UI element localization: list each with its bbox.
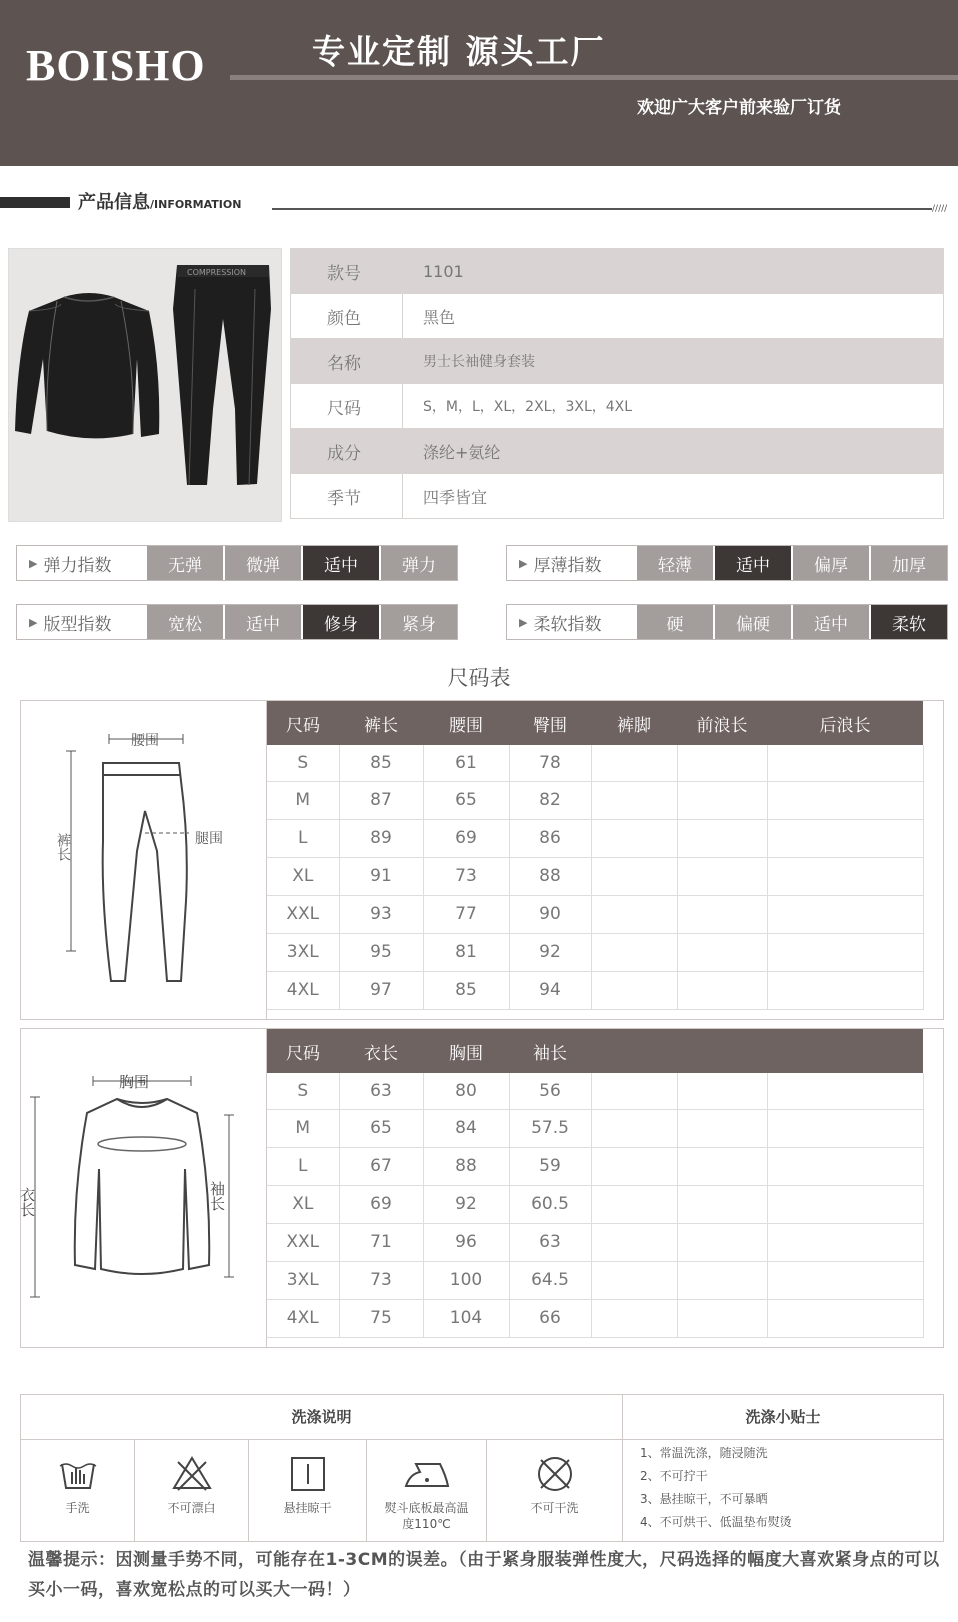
section-title-en: /INFORMATION	[150, 198, 242, 211]
info-row	[291, 339, 944, 384]
size-value-cell: 90	[509, 895, 591, 933]
size-value-cell	[591, 1109, 677, 1147]
fit-index	[16, 604, 458, 640]
iron-icon	[402, 1454, 452, 1494]
index-option: 柔软	[869, 605, 947, 639]
size-value-cell: 61	[423, 745, 509, 781]
pants-size-table	[20, 700, 944, 1020]
size-value-cell	[677, 971, 767, 1009]
header-divider	[230, 75, 958, 80]
size-value-cell: 104	[423, 1299, 509, 1337]
size-label-cell: 3XL	[267, 933, 339, 971]
index-label-text: 厚薄指数	[533, 555, 602, 576]
size-value-cell: 85	[339, 745, 423, 781]
index-option: 宽松	[145, 605, 223, 639]
softness-index	[506, 604, 948, 640]
section-bar	[0, 197, 70, 208]
size-value-cell	[767, 819, 923, 857]
care-item	[367, 1440, 487, 1541]
size-label-cell: S	[267, 745, 339, 781]
size-value-cell	[591, 1299, 677, 1337]
size-row	[267, 1223, 923, 1261]
top-chest-label: 胸围	[119, 1073, 150, 1091]
size-value-cell: 73	[423, 857, 509, 895]
index-option: 硬	[635, 605, 713, 639]
size-value-cell: 81	[423, 933, 509, 971]
top-sleeve-label: 袖长	[208, 1181, 226, 1211]
care-tip: 1、常温洗涤，随浸随洗	[640, 1446, 768, 1460]
top-length-label: 衣长	[18, 1187, 36, 1217]
section-divider-end: /////	[932, 204, 948, 214]
care-item-label: 不可漂白	[167, 1501, 216, 1515]
size-value-cell	[677, 1073, 767, 1109]
size-value-cell: 78	[509, 745, 591, 781]
index-option: 适中	[223, 605, 301, 639]
column-header	[677, 1029, 767, 1073]
size-value-cell: 91	[339, 857, 423, 895]
size-value-cell	[677, 819, 767, 857]
no-dry-clean-icon	[533, 1454, 577, 1494]
section-title	[78, 188, 241, 214]
info-value: 四季皆宜	[403, 474, 944, 519]
size-value-cell: 65	[423, 781, 509, 819]
column-header: 裤长	[339, 701, 423, 745]
size-value-cell	[591, 745, 677, 781]
size-value-cell	[591, 857, 677, 895]
product-image	[8, 248, 282, 522]
size-row	[267, 1185, 923, 1223]
size-value-cell: 69	[423, 819, 509, 857]
size-value-cell	[677, 745, 767, 781]
care-tip: 4、不可烘干、低温垫布熨烫	[640, 1515, 792, 1529]
info-key: 季节	[291, 474, 403, 519]
index-option: 弹力	[379, 546, 457, 580]
size-label-cell: XXL	[267, 895, 339, 933]
size-value-cell	[767, 1223, 923, 1261]
size-row	[267, 1109, 923, 1147]
size-row	[267, 745, 923, 781]
size-label-cell: L	[267, 1147, 339, 1185]
care-title: 洗涤说明	[21, 1395, 623, 1440]
size-label-cell: M	[267, 1109, 339, 1147]
size-value-cell: 95	[339, 933, 423, 971]
size-label-cell: 4XL	[267, 971, 339, 1009]
product-info-table	[290, 248, 944, 519]
info-key: 尺码	[291, 384, 403, 429]
triangle-icon: ▶	[519, 615, 528, 629]
size-value-cell: 56	[509, 1073, 591, 1109]
info-key: 名称	[291, 339, 403, 384]
index-option: 适中	[301, 546, 379, 580]
column-header: 尺码	[267, 1029, 339, 1073]
header-slogan: 专业定制 源头工厂	[312, 32, 606, 71]
size-value-cell	[767, 1109, 923, 1147]
size-value-cell	[767, 1185, 923, 1223]
pants-thigh-label: 腿围	[195, 831, 223, 847]
column-header	[767, 1029, 923, 1073]
size-value-cell	[767, 857, 923, 895]
index-option: 紧身	[379, 605, 457, 639]
size-value-cell: 92	[423, 1185, 509, 1223]
size-value-cell	[767, 745, 923, 781]
size-value-cell: 80	[423, 1073, 509, 1109]
size-label-cell: 3XL	[267, 1261, 339, 1299]
care-item	[249, 1440, 367, 1541]
header-welcome: 欢迎广大客户前来验厂订货	[637, 98, 841, 118]
size-value-cell	[677, 1185, 767, 1223]
info-row	[291, 384, 944, 429]
size-value-cell: 82	[509, 781, 591, 819]
size-value-cell: 66	[509, 1299, 591, 1337]
top-diagram	[18, 1029, 267, 1347]
size-value-cell	[767, 933, 923, 971]
size-label-cell: XL	[267, 1185, 339, 1223]
product-illustration	[9, 249, 283, 523]
index-option: 微弹	[223, 546, 301, 580]
index-option: 无弹	[145, 546, 223, 580]
top-size-table	[20, 1028, 944, 1348]
index-option: 偏厚	[791, 546, 869, 580]
index-label-text: 弹力指数	[43, 555, 112, 576]
index-label	[507, 605, 635, 639]
index-label-text: 版型指数	[43, 614, 112, 635]
column-header: 尺码	[267, 701, 339, 745]
care-instructions	[20, 1394, 944, 1542]
index-label	[17, 546, 145, 580]
size-value-cell	[677, 1147, 767, 1185]
care-tip: 3、悬挂晾干，不可暴晒	[640, 1492, 768, 1506]
warm-note: 温馨提示：因测量手势不同，可能存在1-3CM的误差。（由于紧身服装弹性度大，尺码选择的幅度大喜欢紧身点的可以买小一码，喜欢宽松点的可以买大一码！）	[28, 1550, 940, 1600]
size-value-cell	[591, 1223, 677, 1261]
size-value-cell: 94	[509, 971, 591, 1009]
care-item-label: 不可干洗	[530, 1501, 579, 1515]
column-header: 胸围	[423, 1029, 509, 1073]
size-value-cell	[767, 1147, 923, 1185]
info-key: 款号	[291, 249, 403, 294]
info-row	[291, 429, 944, 474]
size-value-cell	[767, 1299, 923, 1337]
size-value-cell	[591, 819, 677, 857]
column-header: 后浪长	[767, 701, 923, 745]
triangle-icon: ▶	[29, 615, 38, 629]
index-label-text: 柔软指数	[533, 614, 602, 635]
size-value-cell	[677, 895, 767, 933]
size-value-cell	[591, 1147, 677, 1185]
size-value-cell	[767, 895, 923, 933]
care-item-label: 悬挂晾干	[283, 1501, 332, 1515]
size-value-cell	[677, 1109, 767, 1147]
care-item	[135, 1440, 249, 1541]
top-outline-illustration	[18, 1029, 267, 1349]
size-value-cell	[591, 895, 677, 933]
column-header: 腰围	[423, 701, 509, 745]
hand-wash-icon	[56, 1454, 100, 1494]
size-value-cell: 84	[423, 1109, 509, 1147]
size-value-cell	[591, 971, 677, 1009]
size-value-cell: 97	[339, 971, 423, 1009]
index-option: 修身	[301, 605, 379, 639]
size-row	[267, 971, 923, 1009]
top-size-grid	[267, 1029, 924, 1338]
size-value-cell	[591, 1185, 677, 1223]
size-value-cell	[677, 1223, 767, 1261]
size-value-cell	[767, 971, 923, 1009]
care-item	[487, 1440, 623, 1541]
pants-size-grid	[267, 701, 924, 1010]
info-value: 1101	[403, 249, 944, 294]
column-header: 袖长	[509, 1029, 591, 1073]
care-item-label: 熨斗底板最高温度110℃	[384, 1501, 469, 1531]
section-title-cn: 产品信息	[78, 192, 150, 213]
size-value-cell: 69	[339, 1185, 423, 1223]
size-value-cell: 89	[339, 819, 423, 857]
size-value-cell: 100	[423, 1261, 509, 1299]
size-value-cell: 59	[509, 1147, 591, 1185]
triangle-icon: ▶	[29, 556, 38, 570]
size-value-cell	[767, 1261, 923, 1299]
size-value-cell: 88	[423, 1147, 509, 1185]
pants-diagram	[21, 701, 267, 1019]
size-value-cell: 86	[509, 819, 591, 857]
column-header: 臀围	[509, 701, 591, 745]
pants-waist-label: 腰围	[131, 733, 159, 749]
size-label-cell: 4XL	[267, 1299, 339, 1337]
size-value-cell: 96	[423, 1223, 509, 1261]
no-bleach-icon	[170, 1454, 214, 1494]
care-item	[21, 1440, 135, 1541]
size-row	[267, 1261, 923, 1299]
elastic-index	[16, 545, 458, 581]
size-label-cell: M	[267, 781, 339, 819]
size-row	[267, 1073, 923, 1109]
size-chart-title: 尺码表	[447, 666, 511, 690]
size-value-cell	[677, 1299, 767, 1337]
size-value-cell	[767, 781, 923, 819]
info-value: 黑色	[403, 294, 944, 339]
size-value-cell: 75	[339, 1299, 423, 1337]
waistband-text: COMPRESSION	[187, 268, 247, 277]
size-value-cell: 57.5	[509, 1109, 591, 1147]
care-tips-list	[640, 1442, 792, 1534]
size-value-cell	[591, 1261, 677, 1299]
info-value: 男士长袖健身套装	[403, 339, 944, 384]
pants-length-label: 裤长	[55, 833, 71, 861]
size-row	[267, 1147, 923, 1185]
size-value-cell: 60.5	[509, 1185, 591, 1223]
size-value-cell	[677, 1261, 767, 1299]
column-header: 前浪长	[677, 701, 767, 745]
triangle-icon: ▶	[519, 556, 528, 570]
size-label-cell: S	[267, 1073, 339, 1109]
hang-dry-icon	[286, 1454, 330, 1494]
size-value-cell	[767, 1073, 923, 1109]
info-value: 涤纶+氨纶	[403, 429, 944, 474]
index-option: 偏硬	[713, 605, 791, 639]
size-value-cell	[591, 1073, 677, 1109]
care-tips-title: 洗涤小贴士	[623, 1395, 943, 1440]
index-option: 适中	[713, 546, 791, 580]
size-value-cell: 65	[339, 1109, 423, 1147]
size-row	[267, 857, 923, 895]
info-row	[291, 474, 944, 519]
size-value-cell: 71	[339, 1223, 423, 1261]
size-value-cell	[677, 857, 767, 895]
info-key: 成分	[291, 429, 403, 474]
column-header	[591, 1029, 677, 1073]
column-header: 衣长	[339, 1029, 423, 1073]
size-value-cell	[591, 781, 677, 819]
index-option: 轻薄	[635, 546, 713, 580]
size-value-cell: 73	[339, 1261, 423, 1299]
size-label-cell: XXL	[267, 1223, 339, 1261]
size-value-cell	[591, 933, 677, 971]
size-value-cell: 88	[509, 857, 591, 895]
brand-logo: BOISHO	[26, 41, 206, 90]
pants-outline-illustration	[21, 701, 267, 1021]
info-value: S，M，L，XL，2XL，3XL，4XL	[403, 384, 944, 429]
size-value-cell: 63	[509, 1223, 591, 1261]
size-value-cell: 93	[339, 895, 423, 933]
size-value-cell: 67	[339, 1147, 423, 1185]
size-value-cell: 77	[423, 895, 509, 933]
care-item-label: 手洗	[65, 1501, 90, 1515]
size-row	[267, 1299, 923, 1337]
size-label-cell: L	[267, 819, 339, 857]
size-value-cell: 87	[339, 781, 423, 819]
info-row	[291, 294, 944, 339]
size-row	[267, 895, 923, 933]
index-option: 加厚	[869, 546, 947, 580]
size-row	[267, 819, 923, 857]
info-row	[291, 249, 944, 294]
size-value-cell: 63	[339, 1073, 423, 1109]
column-header: 裤脚	[591, 701, 677, 745]
index-label	[507, 546, 635, 580]
thickness-index	[506, 545, 948, 581]
size-value-cell	[677, 933, 767, 971]
index-label	[17, 605, 145, 639]
size-value-cell	[677, 781, 767, 819]
size-label-cell: XL	[267, 857, 339, 895]
size-row	[267, 933, 923, 971]
size-row	[267, 781, 923, 819]
size-value-cell: 92	[509, 933, 591, 971]
info-key: 颜色	[291, 294, 403, 339]
care-tip: 2、不可拧干	[640, 1469, 708, 1483]
section-divider	[272, 208, 932, 210]
index-option: 适中	[791, 605, 869, 639]
size-value-cell: 64.5	[509, 1261, 591, 1299]
size-value-cell: 85	[423, 971, 509, 1009]
